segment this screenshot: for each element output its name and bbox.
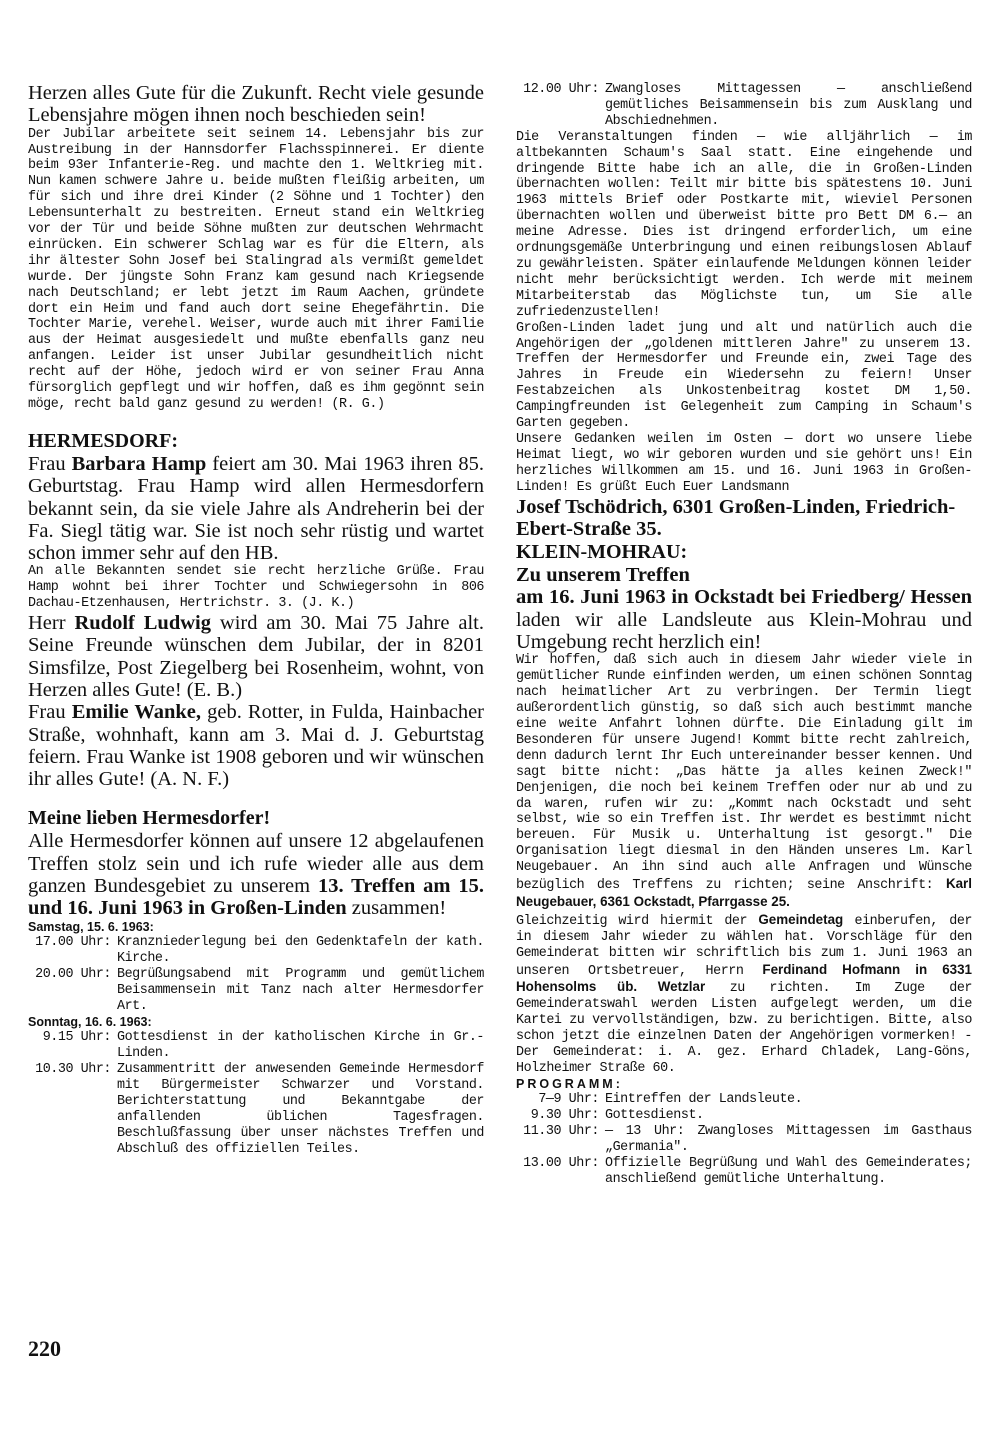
accommodation-paragraph: Die Veranstaltungen finden — wie alljährlich — im altbekannten Schaum's Saal statt. Eine eingehende und dringende Bitte habe ich an alle, die in Großen-Linden übernachten wollen: Teilt mir bitte bis spätestens 10. Juni 1963 mittels Brief oder Postkarte mit, wieviel Personen übernachten wollen und überweist bitte pro Bett DM 6.— an meine Adresse. Dies ist dringend erforderlich, um eine ordnungsgemäße Unterbringung und einen reibungslosen Ablauf zu gewährleisten. Später einlaufende Meldungen können leider nicht mehr berücksichtigt werden. Ich werde mit meinem Mitarbeiterstab das Möglichste tun, um Sie alle zufriedenzustellen! (516, 129, 972, 320)
letter-heading: Meine lieben Hermesdorfer! (28, 807, 271, 830)
wanke-name: Emilie Wanke, (71, 701, 201, 724)
ludwig-name: Rudolf Ludwig (74, 612, 211, 635)
schedule-row: 7—9 Uhr: Eintreffen der Landsleute. (538, 1092, 803, 1108)
schedule-row: 11.30 Uhr: — 13 Uhr: Zwangloses Mittagessen im Gasthaus „Germania". (523, 1124, 972, 1156)
page-number: 220 (28, 1336, 61, 1361)
ludwig-announcement: Herr Rudolf Ludwig wird am 30. Mai 75 Jahre alt. Seine Freunde wünschen dem Jubilar, der in 8201 Simsfilze, Post Ziegelberg bei Rosenheim, wohnt, von Herzen alles Gute! (E. B.) (28, 612, 484, 701)
right-column (516, 82, 972, 1188)
hamp-note: An alle Bekannten sendet sie recht herzliche Grüße. Frau Hamp wohnt bei ihrer Tochter und Schwiegersohn in 806 Dachau-Etzenhausen, Hertrichstr. 3. (J. K.) (28, 564, 484, 612)
samstag-schedule (28, 935, 484, 1015)
schedule-row: 12.00 Uhr: Zwangloses Mittagessen — anschließend gemütliches Beisammensein bis zum Ausklang und Abschiednehmen. (523, 82, 972, 129)
programm-schedule (516, 1092, 972, 1187)
sonntag-schedule (28, 1030, 484, 1157)
klein-mohrau-paragraph: Wir hoffen, daß sich auch in diesem Jahr wieder viele in gemütlicher Runde einfinden werden, um einen schönen Sonntag nach heimatlicher Art zu verbringen. Der Termin liegt außerordentlich günstig, so daß sich auch bestimmt manche eine weite Anfahrt lohnen dürfte. Die Einladung gilt im Besonderen für unsere Jugend! Kommt bitte recht zahlreich, denn dadurch lernt Ihr Euch untereinander besser kennen. Und sagt bitte nicht: „Das hätte ja alles keinen Zweck!" Denjenigen, die noch bei keinem Treffen oder nur ab und zu da waren, rufen wir zu: „Kommt nach Ockstadt und seht selbst, wie so ein Treffen ist. Ihr werdet es bestimmt nicht bereuen. Für Musik u. Unterhaltung ist gesorgt." Die Organisation liegt diesmal in den Händen unseres Lm. Karl Neugebauer. An ihn sind auch alle Anfragen und Wünsche bezüglich des Treffens zu richten; seine Anschrift: Karl Neugebauer, 6361 Ockstadt, Pfarrgasse 25. (516, 653, 972, 909)
klein-mohrau-subheading: Zu unserem Treffen (516, 564, 690, 587)
letter-text: Alle Hermesdorfer können auf unsere 12 abgelaufenen Treffen stolz sein und ich rufe wieder alle aus dem ganzen Bundesgebiet zu unserem 13. Treffen am 15. und 16. Juni 1963 in Großen-Linden zusammen! (28, 830, 485, 920)
signature: Josef Tschödrich, 6301 Großen-Linden, Friedrich-Ebert-Straße 35. (516, 495, 956, 540)
klein-mohrau-heading: KLEIN-MOHRAU: (516, 541, 688, 564)
jubilar-biography: Der Jubilar arbeitete seit seinem 14. Lebensjahr bis zur Austreibung in der Hannsdorfer Flachsspinnerei. Er diente beim 93er Infanterie-Reg. und machte den 1. Weltkrieg mit. Nun kamen schwere Jahre u. beide mußten fleißig arbeiten, um für sich und ihre drei Kinder (2 Söhne und 1 Tochter) den Lebensunterhalt zu bestreiten. Erneut stand ein Weltkrieg vor der Tür und beide Söhne mußten zur deutschen Wehrmacht einrücken. Ein schwerer Schlag war es für die Eltern, als ihr ältester Sohn Josef bei Stalingrad als vermißt gemeldet wurde. Der jüngste Sohn Franz kam gesund nach Kriegsende nach Deutschland; er lebt jetzt im Raum Aachen, gründete dort ein Heim und fand auch dort seine Ehegefährtin. Die Tochter Marie, verehel. Weiser, wurde auch mit ihrer Familie aus der Heimat ausgesiedelt und mußte ebenfalls ganz neu anfangen. Leider ist unser Jubilar gesundheitlich nicht recht auf der Höhe, jedoch wird er von seiner Frau Anna fürsorglich gepflegt und wir hoffen, daß es ihm gegönnt sein möge, recht bald ganz gesund zu werden! (R. G.) (28, 126, 484, 412)
wanke-announcement: Frau Emilie Wanke, geb. Rotter, in Fulda, Hainbacher Straße, wohnhaft, kann am 3. Mai d. J. Geburtstag feiern. Frau Wanke ist 1908 geboren und wir wünschen ihr alles Gute! (A. N. F.) (28, 701, 484, 791)
schedule-row: 17.00 Uhr: Kranzniederlegung bei den Gedenktafeln der kath. Kirche. (35, 935, 484, 967)
hamp-name: Barbara Hamp (71, 452, 207, 475)
intro-text: Herzen alles Gute für die Zukunft. Recht viele gesunde Lebensjahre mögen ihnen noch beschieden sein! (28, 82, 484, 127)
schedule-row: 9.15 Uhr: Gottesdienst in der katholischen Kirche in Gr.-Linden. (42, 1030, 484, 1062)
invitation-paragraph: Großen-Linden ladet jung und alt und natürlich auch die Angehörigen der „goldenen mittleren Jahre" zu unserem 13. Treffen der Hermesdorfer und Freunde ein, zwei Tage des Jahres in Freude ein Wiedersehn zu feiern! Unser Festabzeichen als Unkostenbeitrag kostet DM 1,50. Campingfreunden ist Gelegenheit zum Camping in Schaum's Garten gegeben. (516, 320, 972, 432)
schedule-row: 13.00 Uhr: Offizielle Begrüßung und Wahl des Gemeinderates; anschließend gemütliche Unterhaltung. (523, 1156, 972, 1187)
klein-mohrau-invitation: am 16. Juni 1963 in Ockstadt bei Friedberg/ Hessen laden wir alle Landsleute aus Klein-Mohrau und Umgebung recht herzlich ein! (516, 586, 972, 654)
hamp-announcement: Frau Barbara Hamp feiert am 30. Mai 1963 ihren 85. Geburtstag. Frau Hamp wird allen Hermesdorfern bekannt sein, da sie viele Jahre als Andreherin bei der Fa. Siegl tätig war. Sie ist noch sehr rüstig und wartet schon immer sehr auf den HB. (28, 452, 485, 565)
gemeindetag-paragraph: Gleichzeitig wird hiermit der Gemeindetag einberufen, der in diesem Jahr wieder zu wählen hat. Vorschläge für den Gemeinderat bitten wir schriftlich bis zum 1. Juni 1963 an unseren Ortsbetreuer, Herrn Ferdinand Hofmann in 6331 Hohensolms üb. Wetzlar zu richten. Im Zuge der Gemeinderatswahl werden Listen aufgelegt werden, um die Kartei zu vervollständigen, bzw. zu berichtigen. Bitte, also schon jetzt die einzelnen Daten der Angehörigen vormerken! - Der Gemeinderat: i. A. gez. Erhard Chladek, Lang-Göns, Holzheimer Straße 60. (516, 911, 972, 1076)
neugebauer-address: Karl Neugebauer, 6361 Ockstadt, Pfarrgasse 25. (516, 876, 972, 909)
programm-label: PROGRAMM: (516, 1076, 623, 1091)
left-column (28, 82, 484, 1157)
hermesdorf-heading: HERMESDORF: (28, 429, 178, 452)
samstag-label: Samstag, 15. 6. 1963: (28, 919, 154, 934)
schedule-row: 20.00 Uhr: Begrüßungsabend mit Programm und gemütlichem Beisammensein mit Tanz nach alter Hermesdorfer Art. (35, 966, 484, 1014)
schedule-row: 9.30 Uhr: Gottesdienst. (530, 1108, 704, 1124)
schedule-row: 10.30 Uhr: Zusammentritt der anwesenden Gemeinde Hermesdorf mit Bürgermeister Schwarzer und Vorstand. Berichterstattung und Bekanntgabe der anfallenden üblichen Tagesfragen. Beschlußfassung über unser nächstes Treffen und Abschluß des offiziellen Teiles. (35, 1062, 484, 1157)
sonntag-label: Sonntag, 16. 6. 1963: (28, 1014, 152, 1029)
greeting-paragraph: Unsere Gedanken weilen im Osten — dort wo unsere liebe Heimat liegt, wo wir geboren wurden und sie gehört uns! Ein herzliches Willkommen am 15. und 16. Juni 1963 in Großen-Linden! Es grüßt Euch Euer Landsmann (516, 431, 972, 495)
